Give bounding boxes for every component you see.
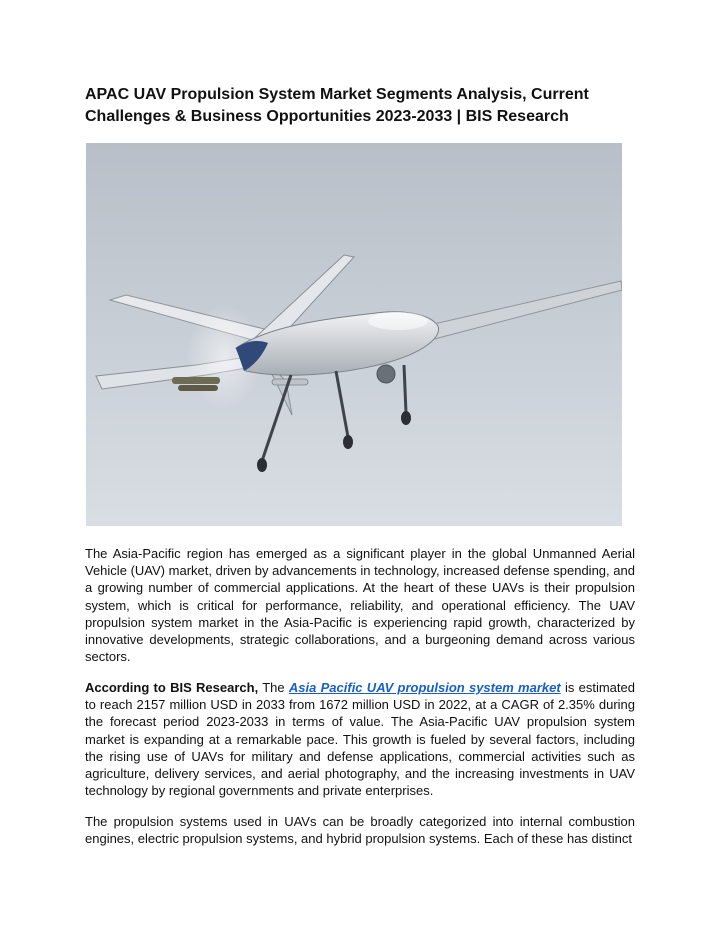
paragraph-pre-link: The [258, 680, 289, 695]
paragraph-market-text: is estimated to reach 2157 million USD in 2033 from 1672 million USD in 2022, at a CAGR of 2.35% during the forecast period 2023-2033 in terms of value. The Asia-Pacific UAV propulsion system market is expanding at a remarkable pace. This growth is fueled by several factors, including the rising use of UAVs for military and defense applications, commercial activities such as agriculture, delivery services, and aerial photography, and the increasing investments in UAV technology by regional governments and private enterprises. [85, 680, 635, 799]
paragraph-lead: According to BIS Research, [85, 680, 259, 695]
paragraph-market-size [85, 679, 635, 799]
title-line-2: Challenges & Business Opportunities 2023-2033 | BIS Research [85, 108, 569, 125]
paragraph-intro: The Asia-Pacific region has emerged as a significant player in the global Unmanned Aerial Vehicle (UAV) market, driven by advancements in technology, increased defense spending, and a growing number of commercial applications. At the heart of these UAVs is their propulsion system, which is critical for performance, reliability, and operational efficiency. The UAV propulsion system market in the Asia-Pacific is experiencing rapid growth, characterized by innovative developments, strategic collaborations, and a burgeoning demand across various sectors. [85, 546, 635, 665]
paragraph-propulsion-types: The propulsion systems used in UAVs can be broadly categorized into internal combustion engines, electric propulsion systems, and hybrid propulsion systems. Each of these has distinct [85, 814, 635, 847]
title-line-1: APAC UAV Propulsion System Market Segments Analysis, Current [85, 86, 589, 103]
article-title [85, 84, 645, 128]
market-report-link[interactable]: Asia Pacific UAV propulsion system market [288, 680, 561, 695]
uav-drone-photo [86, 143, 622, 526]
